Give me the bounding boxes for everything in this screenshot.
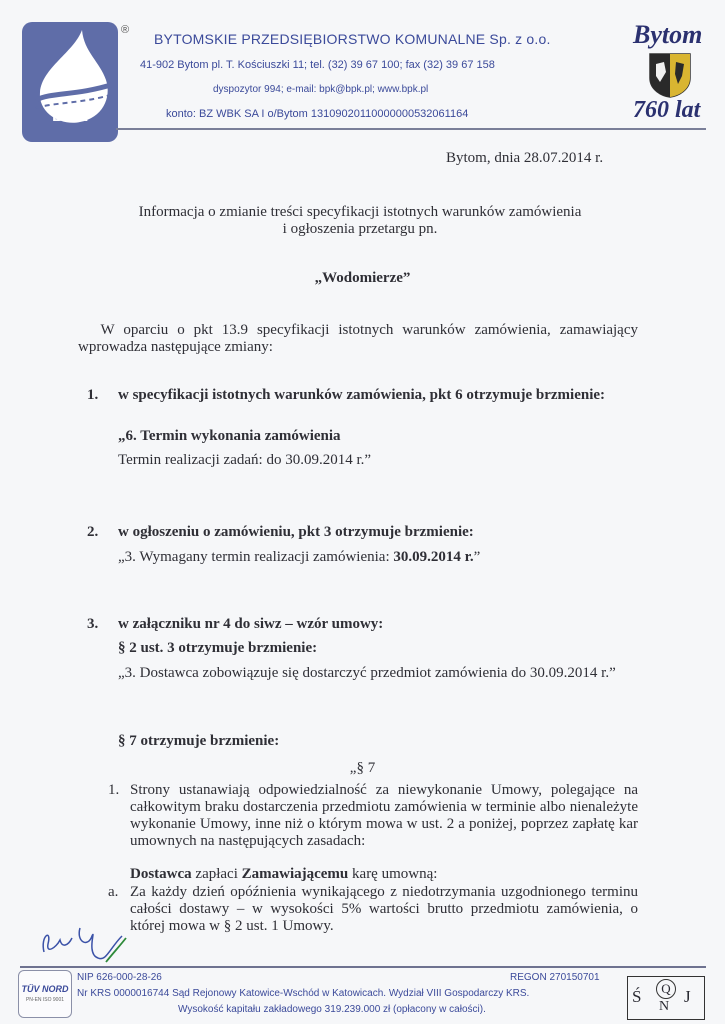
item-3-sub1-text: „3. Dostawca zobowiązuje się dostarczyć przedmiot zamówienia do 30.09.2014 r.” (118, 665, 616, 681)
item-3-number: 3. (87, 616, 99, 632)
handwritten-signature (36, 918, 136, 966)
item-2-number: 2. (87, 524, 99, 540)
city-title: Bytom (633, 20, 703, 49)
company-address: 41-902 Bytom pl. T. Kościuszki 11; tel. (32) 39 67 100; fax (32) 39 67 158 (140, 59, 495, 71)
point-1-supplier: Dostawca (130, 866, 192, 882)
lead-paragraph (78, 322, 638, 356)
certification-standard: PN-EN ISO 9001 (25, 997, 65, 1003)
footer-divider (20, 966, 706, 968)
item-1-number: 1. (87, 387, 99, 403)
document-date: Bytom, dnia 28.07.2014 r. (446, 150, 604, 166)
anniversary-text: 760 lat (633, 97, 701, 123)
item-3-heading: w załączniku nr 4 do siwz – wzór umowy: (118, 616, 384, 632)
snj-letter-q: Q (656, 979, 676, 999)
document-intro (100, 204, 620, 238)
item-1-heading: w specyfikacji istotnych warunków zamówienia, pkt 6 otrzymuje brzmienie: (118, 387, 606, 403)
company-contact: dyspozytor 994; e-mail: bpk@bpk.pl; www.bpk.pl (213, 84, 429, 95)
project-title: „Wodomierze” (314, 270, 411, 286)
item-2-quote-prefix: „3. Wymagany termin realizacji zamówienia: (118, 549, 394, 565)
snj-letter-s: Ś (632, 987, 642, 1006)
city-crest-icon (648, 52, 692, 98)
footer-nip: NIP 626-000-28-26 (77, 972, 162, 983)
item-2-quote-date: 30.09.2014 r. (393, 549, 474, 565)
item-3-sub2-heading: § 7 otrzymuje brzmienie: (118, 733, 280, 749)
point-1-mid: zapłaci (191, 866, 242, 882)
snj-letter-j: J (684, 987, 691, 1006)
item-1-quote-title: „6. Termin wykonania zamówienia (118, 428, 341, 444)
snj-logo (627, 976, 705, 1020)
snj-letter-n: N (659, 999, 670, 1014)
point-1-number: 1. (108, 782, 120, 798)
logo-text: BPK (52, 106, 88, 125)
point-1-end: karę umowną: (348, 866, 438, 882)
item-2-heading: w ogłoszeniu o zamówieniu, pkt 3 otrzymuje brzmienie: (118, 524, 474, 540)
registered-mark: ® (121, 24, 130, 36)
intro-line-2: i ogłoszenia przetargu pn. (282, 221, 438, 237)
bank-account: konto: BZ WBK SA I o/Bytom 13109020110000000532061164 (166, 108, 469, 120)
certification-badge (18, 970, 72, 1018)
item-1-quote-text: Termin realizacji zadań: do 30.09.2014 r.” (118, 452, 372, 468)
item-2-quote-suffix: ” (473, 549, 481, 565)
point-1-buyer: Zamawiającemu (241, 866, 349, 882)
certification-name: TÜV NORD (21, 984, 69, 994)
intro-line-1: Informacja o zmianie treści specyfikacji istotnych warunków zamówienia (138, 204, 582, 220)
point-a-letter: a. (108, 884, 119, 900)
company-name: BYTOMSKIE PRZEDSIĘBIORSTWO KOMUNALNE Sp. z o.o. (154, 31, 551, 47)
footer-regon: REGON 270150701 (510, 972, 600, 983)
item-2-quote (118, 549, 480, 566)
point-a-text: Za każdy dzień opóźnienia wynikającego z niedotrzymania uzgodnionego terminu całości dostawy – w wysokości 5% wartości brutto przedmiotu zamówienia, o której mowa w § 2 ust. 1 Umowy. (130, 884, 638, 934)
paragraph-symbol: „§ 7 (349, 760, 376, 776)
footer-krs: Nr KRS 0000016744 Sąd Rejonowy Katowice-Wschód w Katowicach. Wydział VIII Gospodarczy KRS. (77, 988, 530, 999)
header-divider (116, 128, 706, 130)
lead-text: W oparciu o pkt 13.9 specyfikacji istotnych warunków zamówienia, zamawiający wprowadza następujące zmiany: (78, 322, 638, 355)
footer-capital: Wysokość kapitału zakładowego 319.239.000 zł (opłacony w całości). (178, 1004, 486, 1015)
point-1-penalty-line (130, 866, 437, 883)
item-3-sub1-heading: § 2 ust. 3 otrzymuje brzmienie: (118, 640, 318, 656)
bpk-logo (22, 22, 118, 142)
point-1-text: Strony ustanawiają odpowiedzialność za niewykonanie Umowy, polegające na całkowitym braku dostarczenia przedmiotu zamówienia w terminie albo nienależyte wykonanie Umowy, inne niż o którym mowa w ust. 2 a poniżej, poprzez zapłatę kar umownych na następujących zasadach: (130, 782, 638, 849)
